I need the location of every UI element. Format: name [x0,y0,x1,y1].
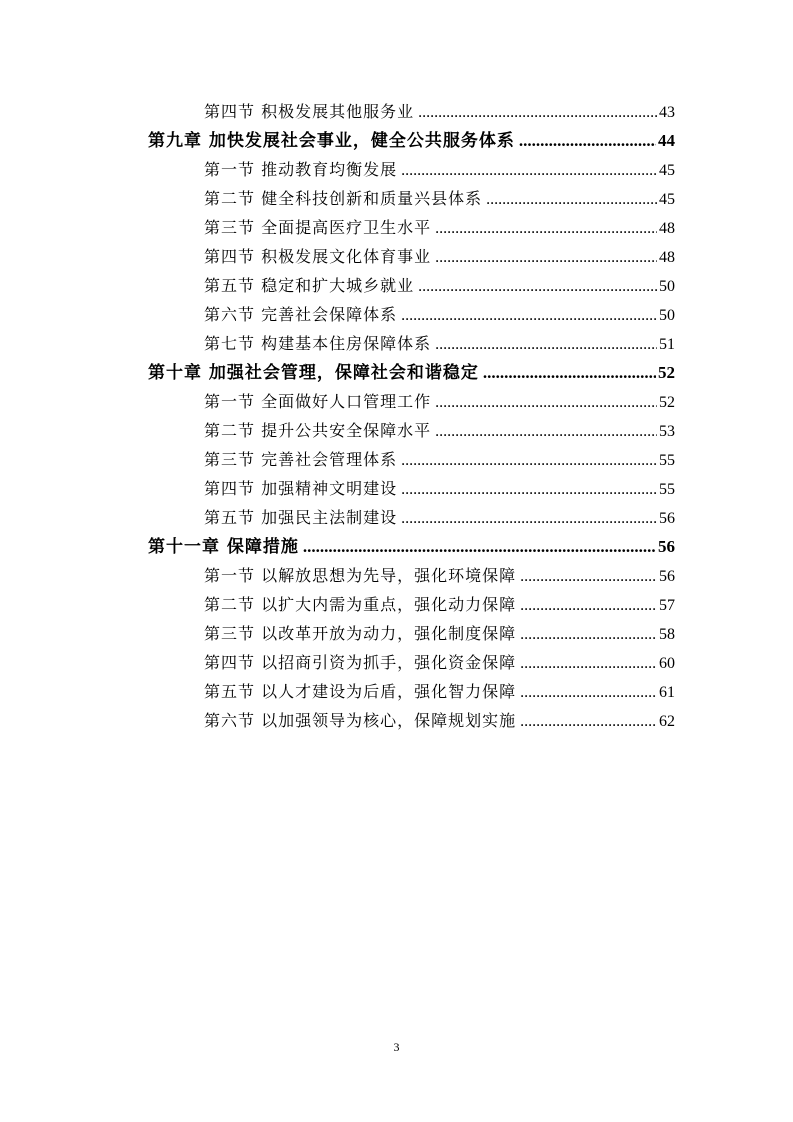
toc-entry-page: 53 [659,423,675,440]
dot-leader [483,358,656,388]
toc-entry-page: 56 [659,568,675,585]
toc-entry-page: 48 [659,249,675,266]
toc-chapter-entry[interactable] [148,532,675,562]
toc-entry-title: 第九章 加快发展社会事业，健全公共服务体系 [148,131,515,151]
dot-leader [520,649,657,679]
toc-entry[interactable] [204,648,675,678]
dot-leader [520,678,657,708]
toc-entry[interactable] [204,474,675,504]
toc-entry-page: 52 [659,394,675,411]
toc-entry-page: 57 [659,597,675,614]
toc-entry[interactable] [204,619,675,649]
toc-entry[interactable] [204,271,675,301]
toc-entry-page: 45 [659,191,675,208]
dot-leader [401,446,657,476]
toc-entry[interactable] [204,329,675,359]
dot-leader [435,243,657,273]
toc-entry-page: 45 [659,162,675,179]
dot-leader [401,475,657,505]
toc-entry-page: 43 [659,104,675,121]
dot-leader [519,126,656,156]
toc-entry-title: 第三节 全面提高医疗卫生水平 [204,218,432,237]
dot-leader [486,185,657,215]
page-number: 3 [393,1040,400,1054]
toc-entry-page: 50 [659,307,675,324]
toc-entry-title: 第四节 以招商引资为抓手，强化资金保障 [204,653,517,672]
toc-entry[interactable] [204,416,675,446]
toc-entry-title: 第二节 健全科技创新和质量兴县体系 [204,189,483,208]
toc-entry-title: 第七节 构建基本住房保障体系 [204,334,432,353]
toc-entry[interactable] [204,155,675,185]
toc-entry-title: 第三节 以改革开放为动力，强化制度保障 [204,624,517,643]
dot-leader [401,504,657,534]
toc-entry-page: 58 [659,626,675,643]
dot-leader [435,214,657,244]
toc-entry-page: 55 [659,481,675,498]
toc-chapter-entry[interactable] [148,358,675,388]
dot-leader [520,707,657,737]
toc-entry[interactable] [204,561,675,591]
toc-entry[interactable] [204,97,675,127]
toc-entry-title: 第十章 加强社会管理，保障社会和谐稳定 [148,363,479,383]
toc-entry-title: 第四节 积极发展其他服务业 [204,102,415,121]
toc-entry-page: 56 [659,510,675,527]
dot-leader [435,388,657,418]
toc-entry-title: 第一节 推动教育均衡发展 [204,160,398,179]
toc-entry[interactable] [204,213,675,243]
toc-entry-title: 第六节 以加强领导为核心，保障规划实施 [204,711,517,730]
dot-leader [418,272,657,302]
toc-entry[interactable] [204,706,675,736]
dot-leader [401,156,657,186]
toc-entry-title: 第六节 完善社会保障体系 [204,305,398,324]
toc-entry-title: 第二节 提升公共安全保障水平 [204,421,432,440]
dot-leader [303,532,656,562]
toc-entry[interactable] [204,677,675,707]
toc-entry[interactable] [204,300,675,330]
toc-entry[interactable] [204,242,675,272]
toc-entry-title: 第一节 全面做好人口管理工作 [204,392,432,411]
toc-entry-title: 第五节 稳定和扩大城乡就业 [204,276,415,295]
toc-entry-page: 51 [659,336,675,353]
toc-entry-title: 第五节 加强民主法制建设 [204,508,398,527]
dot-leader [520,562,657,592]
toc-entry-page: 55 [659,452,675,469]
toc-entry-title: 第四节 加强精神文明建设 [204,479,398,498]
toc-entry-title: 第四节 积极发展文化体育事业 [204,247,432,266]
toc-entry-page: 62 [659,713,675,730]
toc-entry-title: 第一节 以解放思想为先导，强化环境保障 [204,566,517,585]
toc-entry[interactable] [204,590,675,620]
dot-leader [435,330,657,360]
toc-entry-page: 60 [659,655,675,672]
toc-entry[interactable] [204,445,675,475]
dot-leader [401,301,657,331]
dot-leader [520,591,657,621]
toc-entry-page: 48 [659,220,675,237]
toc-entry[interactable] [204,184,675,214]
toc-entry-page: 61 [659,684,675,701]
toc-entry-page: 56 [658,537,675,556]
toc-entry-title: 第二节 以扩大内需为重点，强化动力保障 [204,595,517,614]
toc-entry-title: 第十一章 保障措施 [148,537,299,557]
toc-chapter-entry[interactable] [148,126,675,156]
toc-entry[interactable] [204,503,675,533]
dot-leader [520,620,657,650]
dot-leader [435,417,657,447]
toc-entry[interactable] [204,387,675,417]
dot-leader [418,98,657,128]
toc-entry-title: 第三节 完善社会管理体系 [204,450,398,469]
toc-entry-title: 第五节 以人才建设为后盾，强化智力保障 [204,682,517,701]
toc-entry-page: 50 [659,278,675,295]
toc-entry-page: 44 [658,131,675,150]
toc-entry-page: 52 [658,363,675,382]
